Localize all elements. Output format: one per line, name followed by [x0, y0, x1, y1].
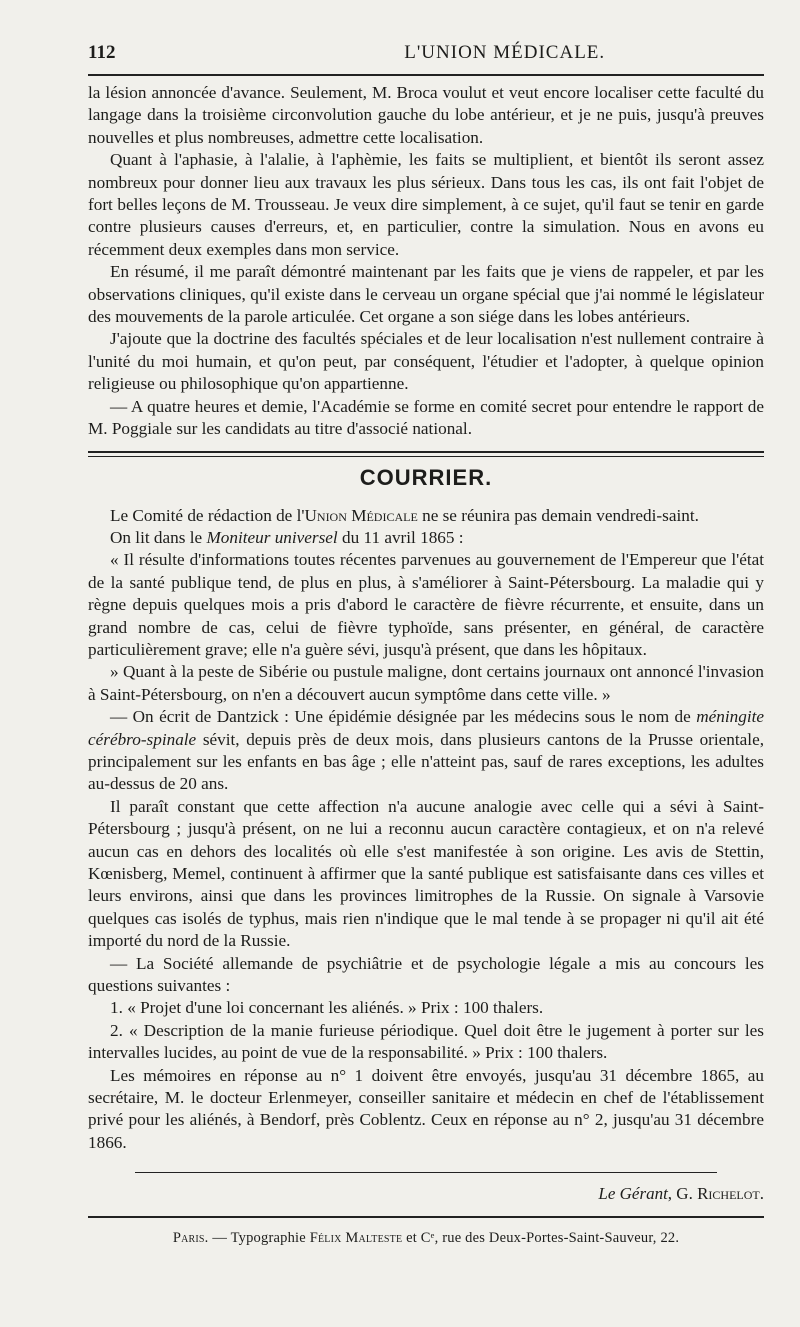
list-item: 1. « Projet d'une loi concernant les aliénés. » Prix : 100 thalers. — [110, 998, 544, 1018]
newspaper-name: Moniteur universel — [206, 527, 338, 547]
section-title: COURRIER. — [359, 464, 493, 490]
disease-name: méningite cérébro-spinale — [88, 707, 764, 749]
journal-name: Union Médicale — [304, 505, 418, 525]
paragraph: — A quatre heures et demie, l'Académie se forme en comité secret pour entendre le rapport de M. Poggiale sur les candidats au titre d'associé national. — [88, 396, 764, 439]
paragraph: Les mémoires en réponse au n° 1 doivent être envoyés, jusqu'au 31 décembre 1865, au secrétaire, M. le docteur Erlenmeyer, conseiller sanitaire et médecin en chef de l'établissement privé pour les aliénés, à Bendorf, près Coblentz. Ceux en réponse au n° 2, jusqu'au 31 décembre 1866. — [88, 1065, 764, 1152]
paragraph: » Quant à la peste de Sibérie ou pustule maligne, dont certains journaux ont annoncé l'invasion à Saint-Pétersbourg, on n'en a découvert aucun symptôme dans cette ville. » — [88, 662, 764, 704]
paragraph: — On écrit de Dantzick : Une épidémie désignée par les médecins sous le nom de méningite cérébro-spinale sévit, depuis près de deux mois, dans plusieurs cantons de la Prusse orientale, principalement sur les enfants en bas âge ; elle n'atteint pas, sauf de rares exceptions, les adultes au-dessus de 20 ans. — [88, 707, 764, 794]
paragraph: la lésion annoncée d'avance. Seulement, M. Broca voulut et veut encore localiser cette faculté du langage dans la troisième circonvolution gauche du lobe antérieur, et je ne puis, jusqu'à preuves nouvelles et plus nombreuses, admettre cette localisation. — [88, 83, 764, 147]
list-item: 2. « Description de la manie furieuse périodique. Quel doit être le jugement à porter sur les intervalles lucides, au point de vue de la responsabilité. » Prix : 100 thalers. — [88, 1020, 764, 1063]
imprint-printer: Félix Malteste — [309, 1229, 403, 1246]
imprint-city: Paris. — [172, 1229, 209, 1246]
signature: Le Gérant, G. Richelot. — [598, 1184, 764, 1204]
paragraph: Le Comité de rédaction de l'Union Médicale ne se réunira pas demain vendredi-saint. — [110, 505, 699, 525]
footer-divider — [88, 1216, 764, 1218]
courrier-section — [88, 505, 764, 1155]
paragraph: Il paraît constant que cette affection n'a aucune analogie avec celle qui a sévi à Saint-Pétersbourg ; jusqu'à présent, on ne lui a reconnu aucun caractère contagieux, et on n'a relevé aucun cas en dehors des localités où elle s'est manifestée à son origine. Les avis de Stettin, Kœnisberg, Memel, continuent à affirmer que la santé publique est satisfaisante dans ces villes et leurs environs, ainsi que dans les provinces limitrophes de la Russie. On signale à Varsovie quelques cas isolés de typhus, mais rien n'indique que le mal tende à se propager ni qu'il ait été importé du nord de la Russie. — [88, 796, 764, 951]
running-title: L'UNION MÉDICALE. — [404, 42, 606, 63]
continued-article — [88, 82, 764, 441]
paragraph: J'ajoute que la doctrine des facultés spéciales et de leur localisation n'est nullement contraire à l'unité du moi humain, et qu'on peut, par conséquent, l'étudier et l'adopter, à quelque opinion religieuse ou philosophique qu'on appartienne. — [88, 329, 764, 394]
paragraph: En résumé, il me paraît démontré maintenant par les faits que je viens de rappeler, et par les observations cliniques, qu'il existe dans le cerveau un organe spécial que j'ai nommé le législateur des mouvements de la parole articulée. Cet organe a son siége dans les lobes antérieurs. — [88, 262, 764, 327]
section-divider — [88, 451, 764, 457]
paragraph: On lit dans le Moniteur universel du 11 avril 1865 : — [110, 527, 464, 547]
paragraph: « Il résulte d'informations toutes récentes parvenues au gouvernement de l'Empereur que l'état de la santé publique tend, de plus en plus, à s'améliorer à Saint-Pétersbourg. La maladie qui y règne depuis quelques mois a pris d'abord le caractère de fièvre récurrente, et ensuite, dans un grand nombre de cas, celui de fièvre typhoïde, sans présenter, en général, de caractère particulièrement grave; elle n'a guère sévi, jusqu'à présent, que dans les hôpitaux. — [88, 550, 764, 659]
paragraph: Quant à l'aphasie, à l'alalie, à l'aphèmie, les faits se multiplient, et bientôt ils seront assez nombreux pour donner lieu aux travaux les plus sérieux. Dans tous les cas, ils ont fait l'objet de fort belles leçons de M. Trousseau. Je veux dire simplement, à ce sujet, qu'il faut se tenir en garde contre plusieurs causes d'erreurs, et, en particulier, contre la simulation. Nous en avons eu récemment deux exemples dans mon service. — [88, 150, 764, 259]
signature-name: G. Richelot. — [676, 1184, 764, 1204]
signature-label: Le Gérant — [598, 1184, 668, 1204]
paragraph: — La Société allemande de psychiâtrie et de psychologie légale a mis au concours les questions suivantes : — [88, 953, 764, 996]
page-number: 112 — [88, 42, 116, 63]
running-header — [88, 42, 764, 76]
printer-imprint: Paris. — Typographie Félix Malteste et Cᵉ, rue des Deux-Portes-Saint-Sauveur, 22. — [172, 1229, 680, 1246]
closing-divider — [135, 1172, 716, 1173]
